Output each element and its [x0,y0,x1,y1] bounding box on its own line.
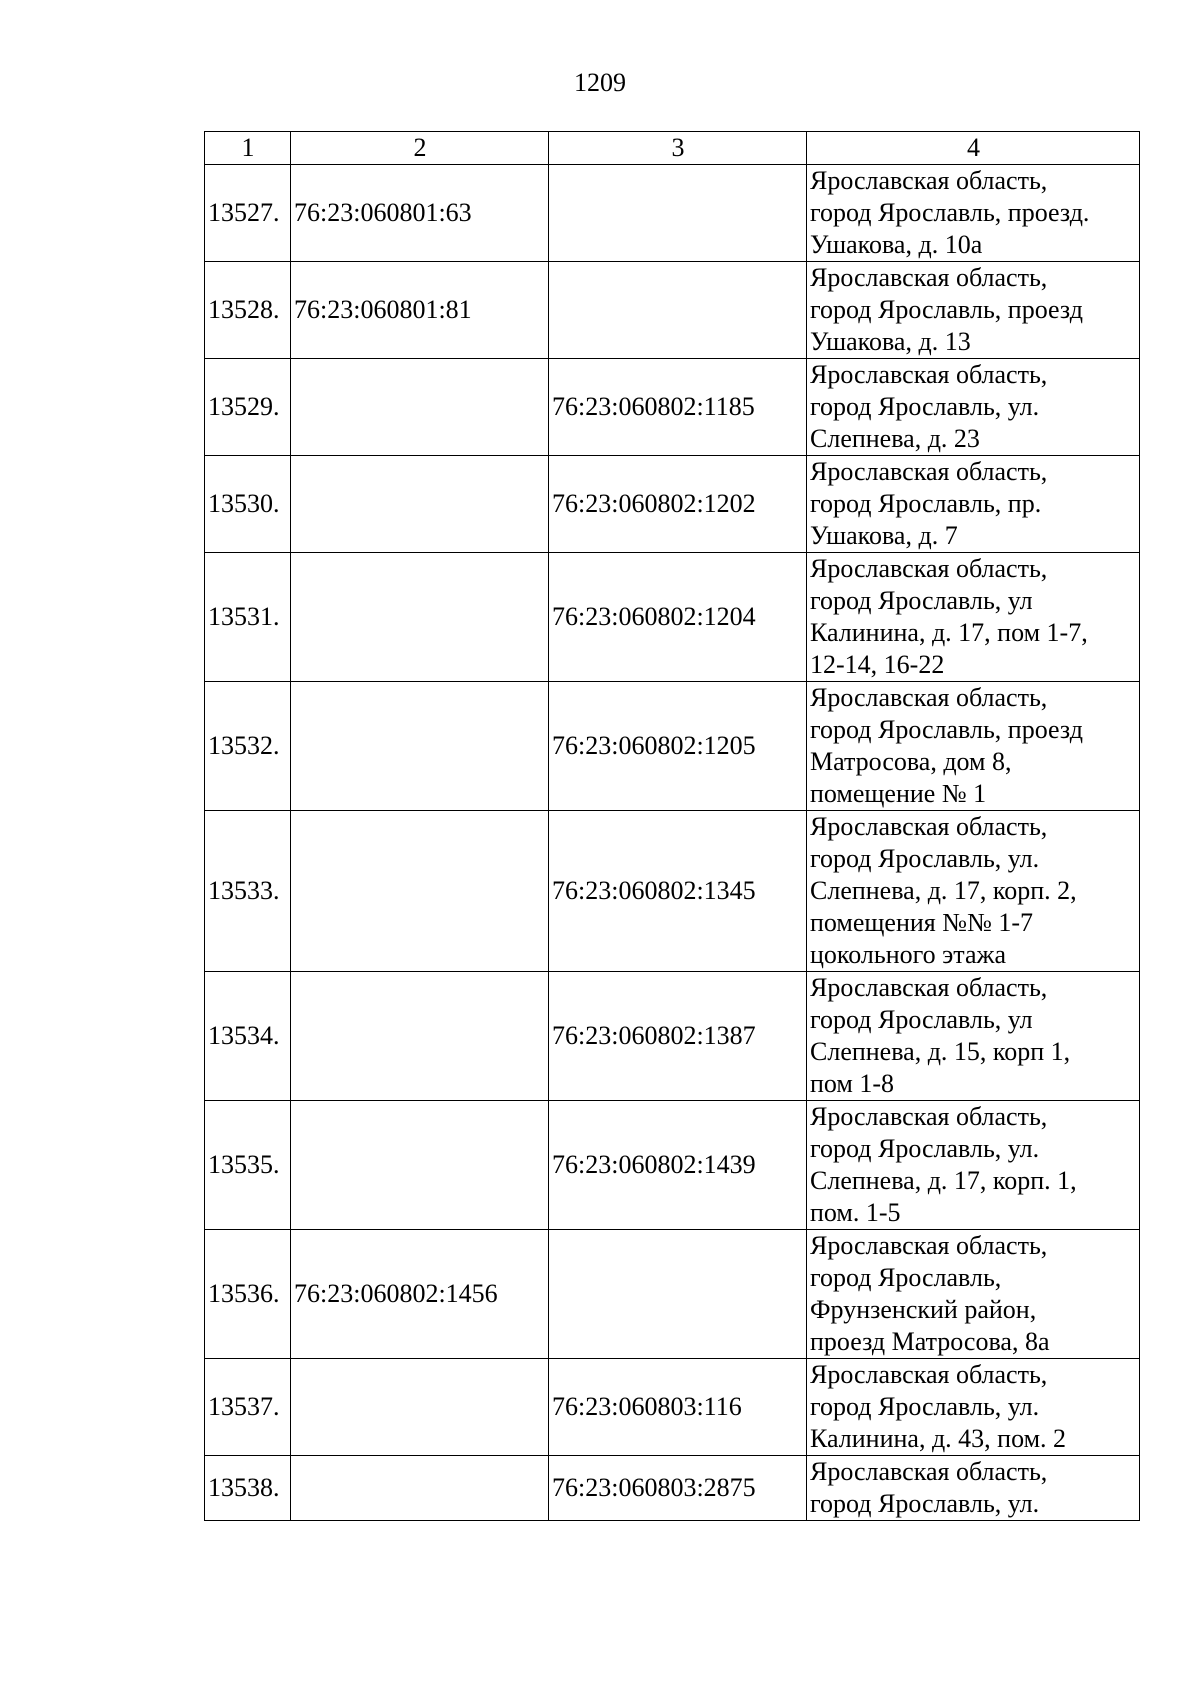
address-line: Ярославская область, [810,554,1048,583]
address-cell [807,972,1140,1101]
cadastral-number-cell: 76:23:060802:1456 [291,1230,549,1359]
cadastral-number-cell: 76:23:060801:63 [291,165,549,262]
table-row [205,1230,1140,1359]
address-line: Матросова, дом 8, [810,747,1012,776]
row-number-cell: 13527. [205,165,291,262]
cadastral-number-cell: 76:23:060802:1345 [549,811,807,972]
address-line: Ярославская область, [810,1231,1048,1260]
address-line: город Ярославль, ул. [810,1392,1040,1421]
header-row [205,132,1140,165]
address-line: Ярославская область, [810,1457,1048,1486]
header-cell-4: 4 [807,132,1140,165]
address-line: Ярославская область, [810,360,1048,389]
address-line: Слепнева, д. 23 [810,424,980,453]
address-cell [807,811,1140,972]
address-line: город Ярославль, пр. [810,489,1042,518]
header-cell-1: 1 [205,132,291,165]
registry-table [204,131,1140,1521]
cadastral-number-cell [549,1230,807,1359]
address-line: Ярославская область, [810,263,1048,292]
cadastral-number-cell [291,682,549,811]
address-line: цокольного этажа [810,940,1007,969]
address-line: помещения №№ 1-7 [810,908,1034,937]
cadastral-number-cell [291,811,549,972]
address-line: Слепнева, д. 15, корп 1, [810,1037,1071,1066]
cadastral-number-cell [291,553,549,682]
cadastral-number-cell [549,165,807,262]
cadastral-number-cell: 76:23:060802:1204 [549,553,807,682]
table-row [205,682,1140,811]
address-line: город Ярославль, проезд [810,715,1083,744]
table-row [205,1456,1140,1521]
row-number-cell: 13537. [205,1359,291,1456]
cadastral-number-cell: 76:23:060802:1185 [549,359,807,456]
table-row [205,456,1140,553]
address-line: помещение № 1 [810,779,987,808]
cadastral-number-cell: 76:23:060801:81 [291,262,549,359]
address-line: Ярославская область, [810,1360,1048,1389]
address-cell [807,262,1140,359]
table-row [205,262,1140,359]
address-line: Ярославская область, [810,973,1048,1002]
address-line: город Ярославль, ул. [810,1134,1040,1163]
address-line: 12-14, 16-22 [810,650,945,679]
table-row [205,553,1140,682]
address-cell [807,165,1140,262]
row-number-cell: 13533. [205,811,291,972]
cadastral-number-cell [291,359,549,456]
header-cell-3: 3 [549,132,807,165]
address-line: Ярославская область, [810,1102,1048,1131]
table-row [205,972,1140,1101]
cadastral-number-cell: 76:23:060802:1387 [549,972,807,1101]
address-cell [807,682,1140,811]
address-line: пом 1-8 [810,1069,895,1098]
address-line: город Ярославль, ул. [810,392,1040,421]
cadastral-number-cell: 76:23:060802:1439 [549,1101,807,1230]
address-cell [807,359,1140,456]
address-cell [807,1456,1140,1521]
page-number: 1209 [574,68,626,97]
row-number-cell: 13532. [205,682,291,811]
address-line: Ярославская область, [810,457,1048,486]
address-line: Ярославская область, [810,812,1048,841]
address-cell [807,456,1140,553]
address-line: Фрунзенский район, [810,1295,1037,1324]
address-line: пом. 1-5 [810,1198,901,1227]
row-number-cell: 13538. [205,1456,291,1521]
cadastral-number-cell [291,1456,549,1521]
table-row [205,1101,1140,1230]
address-line: город Ярославль, [810,1263,1002,1292]
row-number-cell: 13534. [205,972,291,1101]
table-row [205,359,1140,456]
cadastral-number-cell [291,1101,549,1230]
address-line: Слепнева, д. 17, корп. 2, [810,876,1077,905]
table-row [205,1359,1140,1456]
address-cell [807,553,1140,682]
cadastral-number-cell: 76:23:060803:2875 [549,1456,807,1521]
address-line: город Ярославль, проезд. [810,198,1090,227]
row-number-cell: 13531. [205,553,291,682]
table-row [205,165,1140,262]
address-line: город Ярославль, ул. [810,1489,1040,1518]
address-line: город Ярославль, ул [810,586,1033,615]
cadastral-number-cell [291,1359,549,1456]
address-cell [807,1359,1140,1456]
address-cell [807,1230,1140,1359]
address-line: Ушакова, д. 10а [810,230,983,259]
header-cell-2: 2 [291,132,549,165]
address-line: Ярославская область, [810,166,1048,195]
address-line: Ушакова, д. 7 [810,521,958,550]
row-number-cell: 13528. [205,262,291,359]
address-line: проезд Матросова, 8а [810,1327,1050,1356]
address-line: Ушакова, д. 13 [810,327,971,356]
cadastral-number-cell [291,456,549,553]
row-number-cell: 13529. [205,359,291,456]
table-row [205,811,1140,972]
address-line: Калинина, д. 43, пом. 2 [810,1424,1067,1453]
cadastral-number-cell: 76:23:060802:1202 [549,456,807,553]
cadastral-number-cell: 76:23:060802:1205 [549,682,807,811]
address-cell [807,1101,1140,1230]
address-line: Калинина, д. 17, пом 1-7, [810,618,1088,647]
address-line: Ярославская область, [810,683,1048,712]
row-number-cell: 13530. [205,456,291,553]
address-line: город Ярославль, ул [810,1005,1033,1034]
table-body [205,165,1140,1521]
cadastral-number-cell: 76:23:060803:116 [549,1359,807,1456]
row-number-cell: 13536. [205,1230,291,1359]
address-line: Слепнева, д. 17, корп. 1, [810,1166,1077,1195]
address-line: город Ярославль, проезд [810,295,1083,324]
address-line: город Ярославль, ул. [810,844,1040,873]
cadastral-number-cell [291,972,549,1101]
cadastral-number-cell [549,262,807,359]
row-number-cell: 13535. [205,1101,291,1230]
